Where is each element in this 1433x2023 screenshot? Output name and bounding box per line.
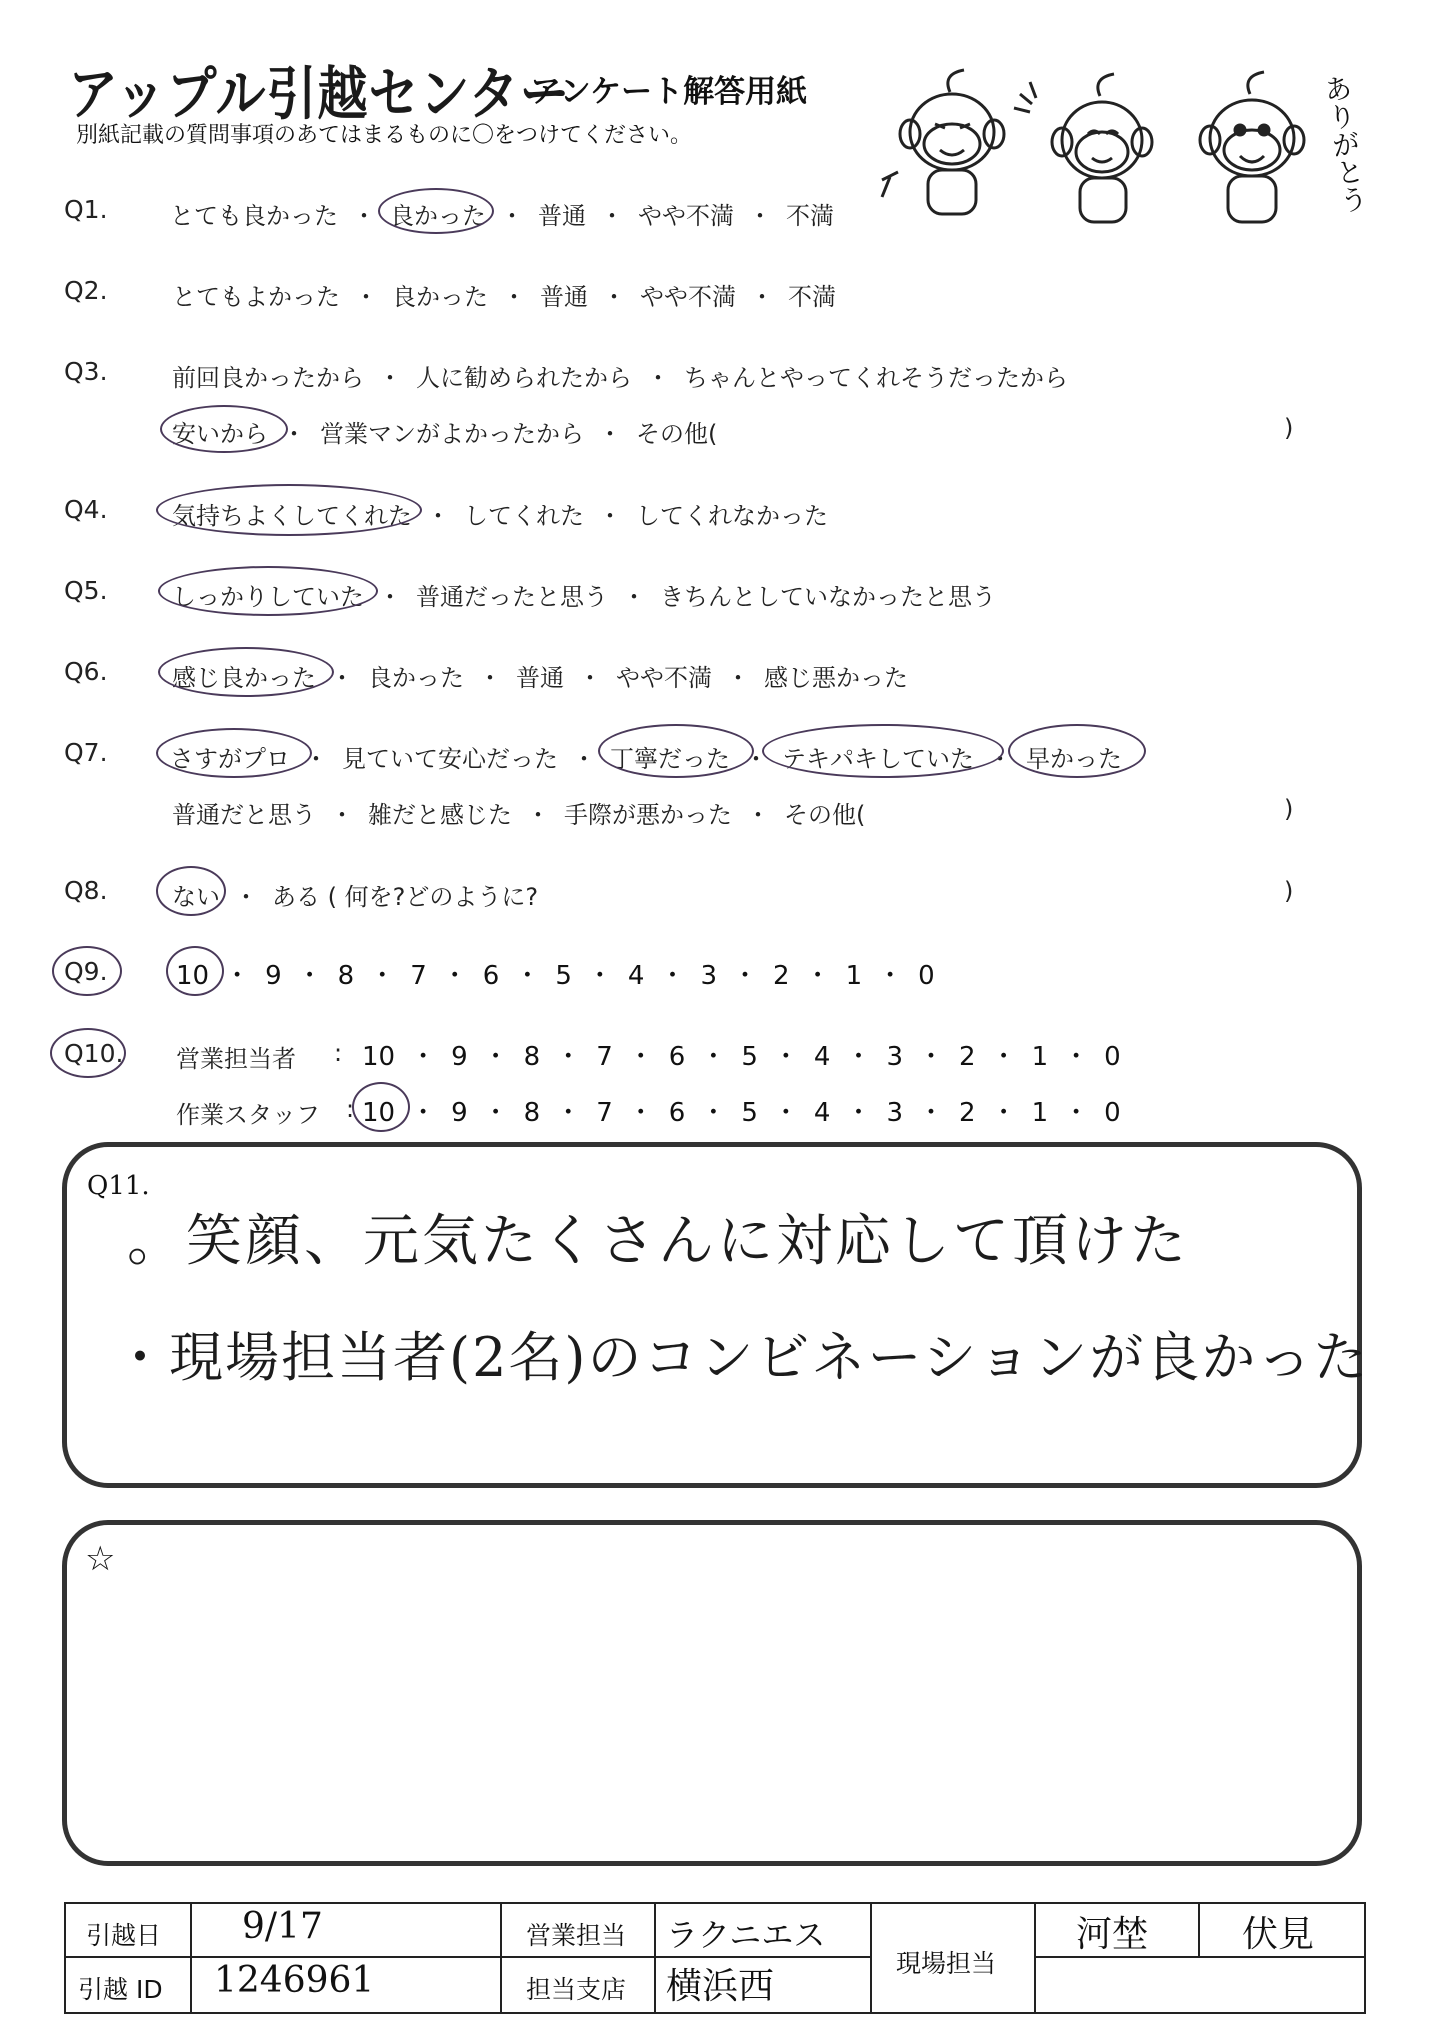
q9-score[interactable]: 5	[555, 961, 572, 991]
q7-selection-circle	[156, 728, 312, 778]
q3-option[interactable]: 人に勧められたから	[416, 364, 632, 392]
q10-score-selected[interactable]: 10	[362, 1098, 396, 1128]
q7-option-selected[interactable]: 丁寧だった	[610, 745, 730, 773]
sales-value: ラクニエス	[666, 1916, 826, 1954]
q11-comment-box[interactable]	[62, 1142, 1370, 1488]
q5-option[interactable]: きちんとしていなかったと思う	[660, 583, 996, 611]
q6-option[interactable]: 普通	[516, 664, 564, 692]
q1-option[interactable]: とても良かった	[170, 202, 338, 230]
q10-score[interactable]: 5	[741, 1098, 758, 1128]
q10-score[interactable]: 4	[813, 1098, 831, 1128]
q1-option[interactable]: 不満	[786, 202, 834, 230]
instruction-text: 別紙記載の質問事項のあてはまるものに〇をつけてください。	[76, 123, 693, 148]
q7-selection-circle	[1008, 724, 1146, 778]
q3-selection-circle	[160, 405, 288, 453]
q7-options: さすがプロ ・ 見ていて安心だった ・ 丁寧だった ・ テキパキしていた ・ 早かった	[170, 745, 1122, 773]
q2-label: Q2.	[64, 276, 108, 305]
q3-option-selected[interactable]: 安いから	[172, 420, 268, 448]
site-staff-value: 河埜	[1076, 1914, 1149, 1955]
q7-selection-circle	[762, 724, 1004, 778]
q10-score[interactable]: 7	[596, 1098, 613, 1128]
q10-score[interactable]: 3	[886, 1042, 904, 1072]
q10-score[interactable]: 2	[959, 1098, 976, 1128]
q10-label-mark	[50, 1028, 126, 1078]
q4-label: Q4.	[64, 495, 108, 524]
table-cell	[192, 1904, 502, 1958]
q10-score[interactable]: 9	[451, 1042, 468, 1072]
q4-option[interactable]: してくれなかった	[636, 502, 828, 530]
q8-option-other[interactable]: ある ( 何を?どのように?	[272, 883, 539, 911]
q2-options: とてもよかった ・ 良かった ・ 普通 ・ やや不満 ・ 不満	[172, 283, 836, 311]
q3-option[interactable]: ちゃんとやってくれそうだったから	[684, 364, 1068, 392]
moving-id-value: 1246961	[214, 1960, 375, 2001]
q7-option[interactable]: 手際が悪かった	[564, 801, 732, 829]
q10-sales-row-name: 営業担当者	[176, 1045, 296, 1073]
q10-staff-scale: 10 ・ 9 ・ 8 ・ 7 ・ 6 ・ 5 ・ 4 ・ 3 ・ 2 ・ 1 ・ 0	[362, 1098, 1121, 1128]
q7-option-selected[interactable]: テキパキしていた	[782, 745, 974, 773]
brand-title: アップル引越センター	[68, 60, 571, 128]
q3-option[interactable]: 営業マンがよかったから	[320, 420, 584, 448]
monkey-laughing-icon	[882, 70, 1004, 214]
q3-option-other[interactable]: その他(	[636, 420, 718, 448]
q4-selection-circle	[156, 484, 422, 536]
form-subtitle: アンケート解答用紙	[530, 74, 808, 110]
q10-staff-row-name: 作業スタッフ	[176, 1101, 320, 1129]
mascot-illustration	[880, 62, 1350, 232]
q7-option[interactable]: 雑だと感じた	[368, 801, 512, 829]
q2-option[interactable]: 良かった	[392, 283, 488, 311]
q5-options: しっかりしていた ・ 普通だったと思う ・ きちんとしていなかったと思う	[172, 583, 996, 611]
q6-option[interactable]: 良かった	[368, 664, 464, 692]
q10-score[interactable]: 9	[451, 1098, 468, 1128]
q8-other-close: )	[1284, 877, 1294, 905]
branch-label: 担当支店	[526, 1975, 627, 2004]
branch-value: 横浜西	[666, 1966, 775, 2007]
q9-score[interactable]: 2	[773, 961, 790, 991]
q10-score[interactable]: 6	[668, 1042, 686, 1072]
q10-score[interactable]: 0	[1104, 1042, 1121, 1072]
q10-sales-colon: :	[334, 1039, 343, 1067]
q6-label: Q6.	[64, 657, 108, 686]
q10-score[interactable]: 10	[362, 1042, 396, 1072]
q1-option[interactable]: やや不満	[638, 202, 734, 230]
q9-score[interactable]: 4	[627, 961, 645, 991]
q7-option-selected[interactable]: 早かった	[1026, 745, 1122, 773]
q3-options-line2: 安いから ・ 営業マンがよかったから ・ その他(	[172, 420, 718, 448]
q6-option[interactable]: 感じ悪かった	[764, 664, 908, 692]
q8-options: ない ・ ある ( 何を?どのように?	[172, 883, 539, 911]
q6-option-selected[interactable]: 感じ良かった	[172, 664, 316, 692]
q5-selection-circle	[158, 566, 378, 616]
site-staff-value: 伏見	[1242, 1914, 1315, 1955]
q5-option[interactable]: 普通だったと思う	[416, 583, 608, 611]
q10-score[interactable]: 0	[1104, 1098, 1121, 1128]
q8-label: Q8.	[64, 876, 108, 905]
q1-label: Q1.	[64, 195, 108, 224]
q10-score[interactable]: 1	[1031, 1042, 1049, 1072]
q5-option-selected[interactable]: しっかりしていた	[172, 583, 364, 611]
q9-score[interactable]: 8	[337, 961, 355, 991]
q11-label: Q11.	[87, 1171, 150, 1201]
q9-selection-circle	[166, 946, 224, 996]
star-label: ☆	[85, 1539, 116, 1579]
q3-option[interactable]: 前回良かったから	[172, 364, 364, 392]
q5-label: Q5.	[64, 576, 108, 605]
q1-selection-circle	[378, 188, 494, 234]
q7-other-close: )	[1284, 795, 1294, 823]
q10-score[interactable]: 4	[813, 1042, 831, 1072]
q4-options: 気持ちよくしてくれた ・ してくれた ・ してくれなかった	[172, 502, 828, 530]
q7-options-line2: 普通だと思う ・ 雑だと感じた ・ 手際が悪かった ・ その他(	[172, 801, 866, 829]
q10-sales-scale: 10 ・ 9 ・ 8 ・ 7 ・ 6 ・ 5 ・ 4 ・ 3 ・ 2 ・ 1 ・ 0	[362, 1042, 1121, 1072]
q10-label: Q10.	[64, 1039, 124, 1068]
mascot-thanks-text: ありがとう	[1318, 72, 1371, 216]
sales-label: 営業担当	[526, 1921, 627, 1950]
q9-score[interactable]: 3	[700, 961, 718, 991]
q11-handwritten-line: 。笑顔、元気たくさんに対応して頂けた	[127, 1209, 1189, 1274]
q8-selection-circle	[156, 866, 226, 916]
q7-option[interactable]: 普通だと思う	[172, 801, 316, 829]
q7-option-other[interactable]: その他(	[784, 801, 866, 829]
q2-option[interactable]: とてもよかった	[172, 283, 340, 311]
q6-option[interactable]: やや不満	[616, 664, 712, 692]
q10-score[interactable]: 2	[959, 1042, 976, 1072]
q6-options: 感じ良かった ・ 良かった ・ 普通 ・ やや不満 ・ 感じ悪かった	[172, 664, 908, 692]
q3-other-close: )	[1284, 414, 1294, 442]
q10-staff-colon: :	[346, 1095, 355, 1123]
q4-option[interactable]: してくれた	[464, 502, 584, 530]
q9-score[interactable]: 1	[845, 961, 863, 991]
q9-label: Q9.	[64, 957, 108, 986]
q10-score[interactable]: 3	[886, 1098, 904, 1128]
moving-date-value: 9/17	[242, 1906, 323, 1947]
q1-option-selected[interactable]: 良かった	[390, 202, 486, 230]
q1-options: とても良かった ・ 良かった ・ 普通 ・ やや不満 ・ 不満	[170, 202, 834, 230]
q9-label-mark	[52, 946, 122, 996]
q6-selection-circle	[158, 647, 334, 697]
q9-score[interactable]: 9	[265, 961, 282, 991]
q7-label: Q7.	[64, 738, 108, 767]
q11-handwritten-line: ・現場担当者(2名)のコンビネーションが良かった	[113, 1326, 1370, 1389]
q10-selection-circle	[352, 1082, 410, 1132]
monkey-smiling-icon	[1014, 74, 1152, 222]
q10-score[interactable]: 7	[596, 1042, 613, 1072]
site-staff-label: 現場担当	[896, 1949, 997, 1978]
q2-option[interactable]: やや不満	[640, 283, 736, 311]
q3-options: 前回良かったから ・ 人に勧められたから ・ ちゃんとやってくれそうだったから	[172, 364, 1068, 392]
q2-option[interactable]: 普通	[540, 283, 588, 311]
q9-score[interactable]: 6	[482, 961, 500, 991]
q7-option[interactable]: 見ていて安心だった	[342, 745, 558, 773]
q9-score[interactable]: 0	[918, 961, 935, 991]
moving-date-label: 引越日	[86, 1921, 162, 1950]
q8-option-selected[interactable]: ない	[172, 883, 220, 911]
q7-selection-circle	[598, 724, 754, 778]
q1-option[interactable]: 普通	[538, 202, 586, 230]
q10-score[interactable]: 6	[668, 1098, 686, 1128]
moving-id-label: 引越 ID	[78, 1975, 163, 2004]
q10-score[interactable]: 1	[1031, 1098, 1049, 1128]
q7-option-selected[interactable]: さすがプロ	[170, 745, 290, 773]
q9-score[interactable]: 7	[410, 961, 427, 991]
q10-score[interactable]: 8	[523, 1098, 541, 1128]
q2-option[interactable]: 不満	[788, 283, 836, 311]
monkey-happy-icon	[1200, 72, 1304, 222]
q9-score-selected[interactable]: 10	[176, 961, 210, 991]
free-comment-box[interactable]	[62, 1520, 1362, 1866]
q3-label: Q3.	[64, 357, 108, 386]
q10-score[interactable]: 8	[523, 1042, 541, 1072]
moving-info-table	[64, 1902, 1366, 2014]
q9-scale: 10 ・ 9 ・ 8 ・ 7 ・ 6 ・ 5 ・ 4 ・ 3 ・ 2 ・ 1 ・ 0	[176, 961, 935, 991]
q10-score[interactable]: 5	[741, 1042, 758, 1072]
q4-option-selected[interactable]: 気持ちよくしてくれた	[172, 502, 412, 530]
